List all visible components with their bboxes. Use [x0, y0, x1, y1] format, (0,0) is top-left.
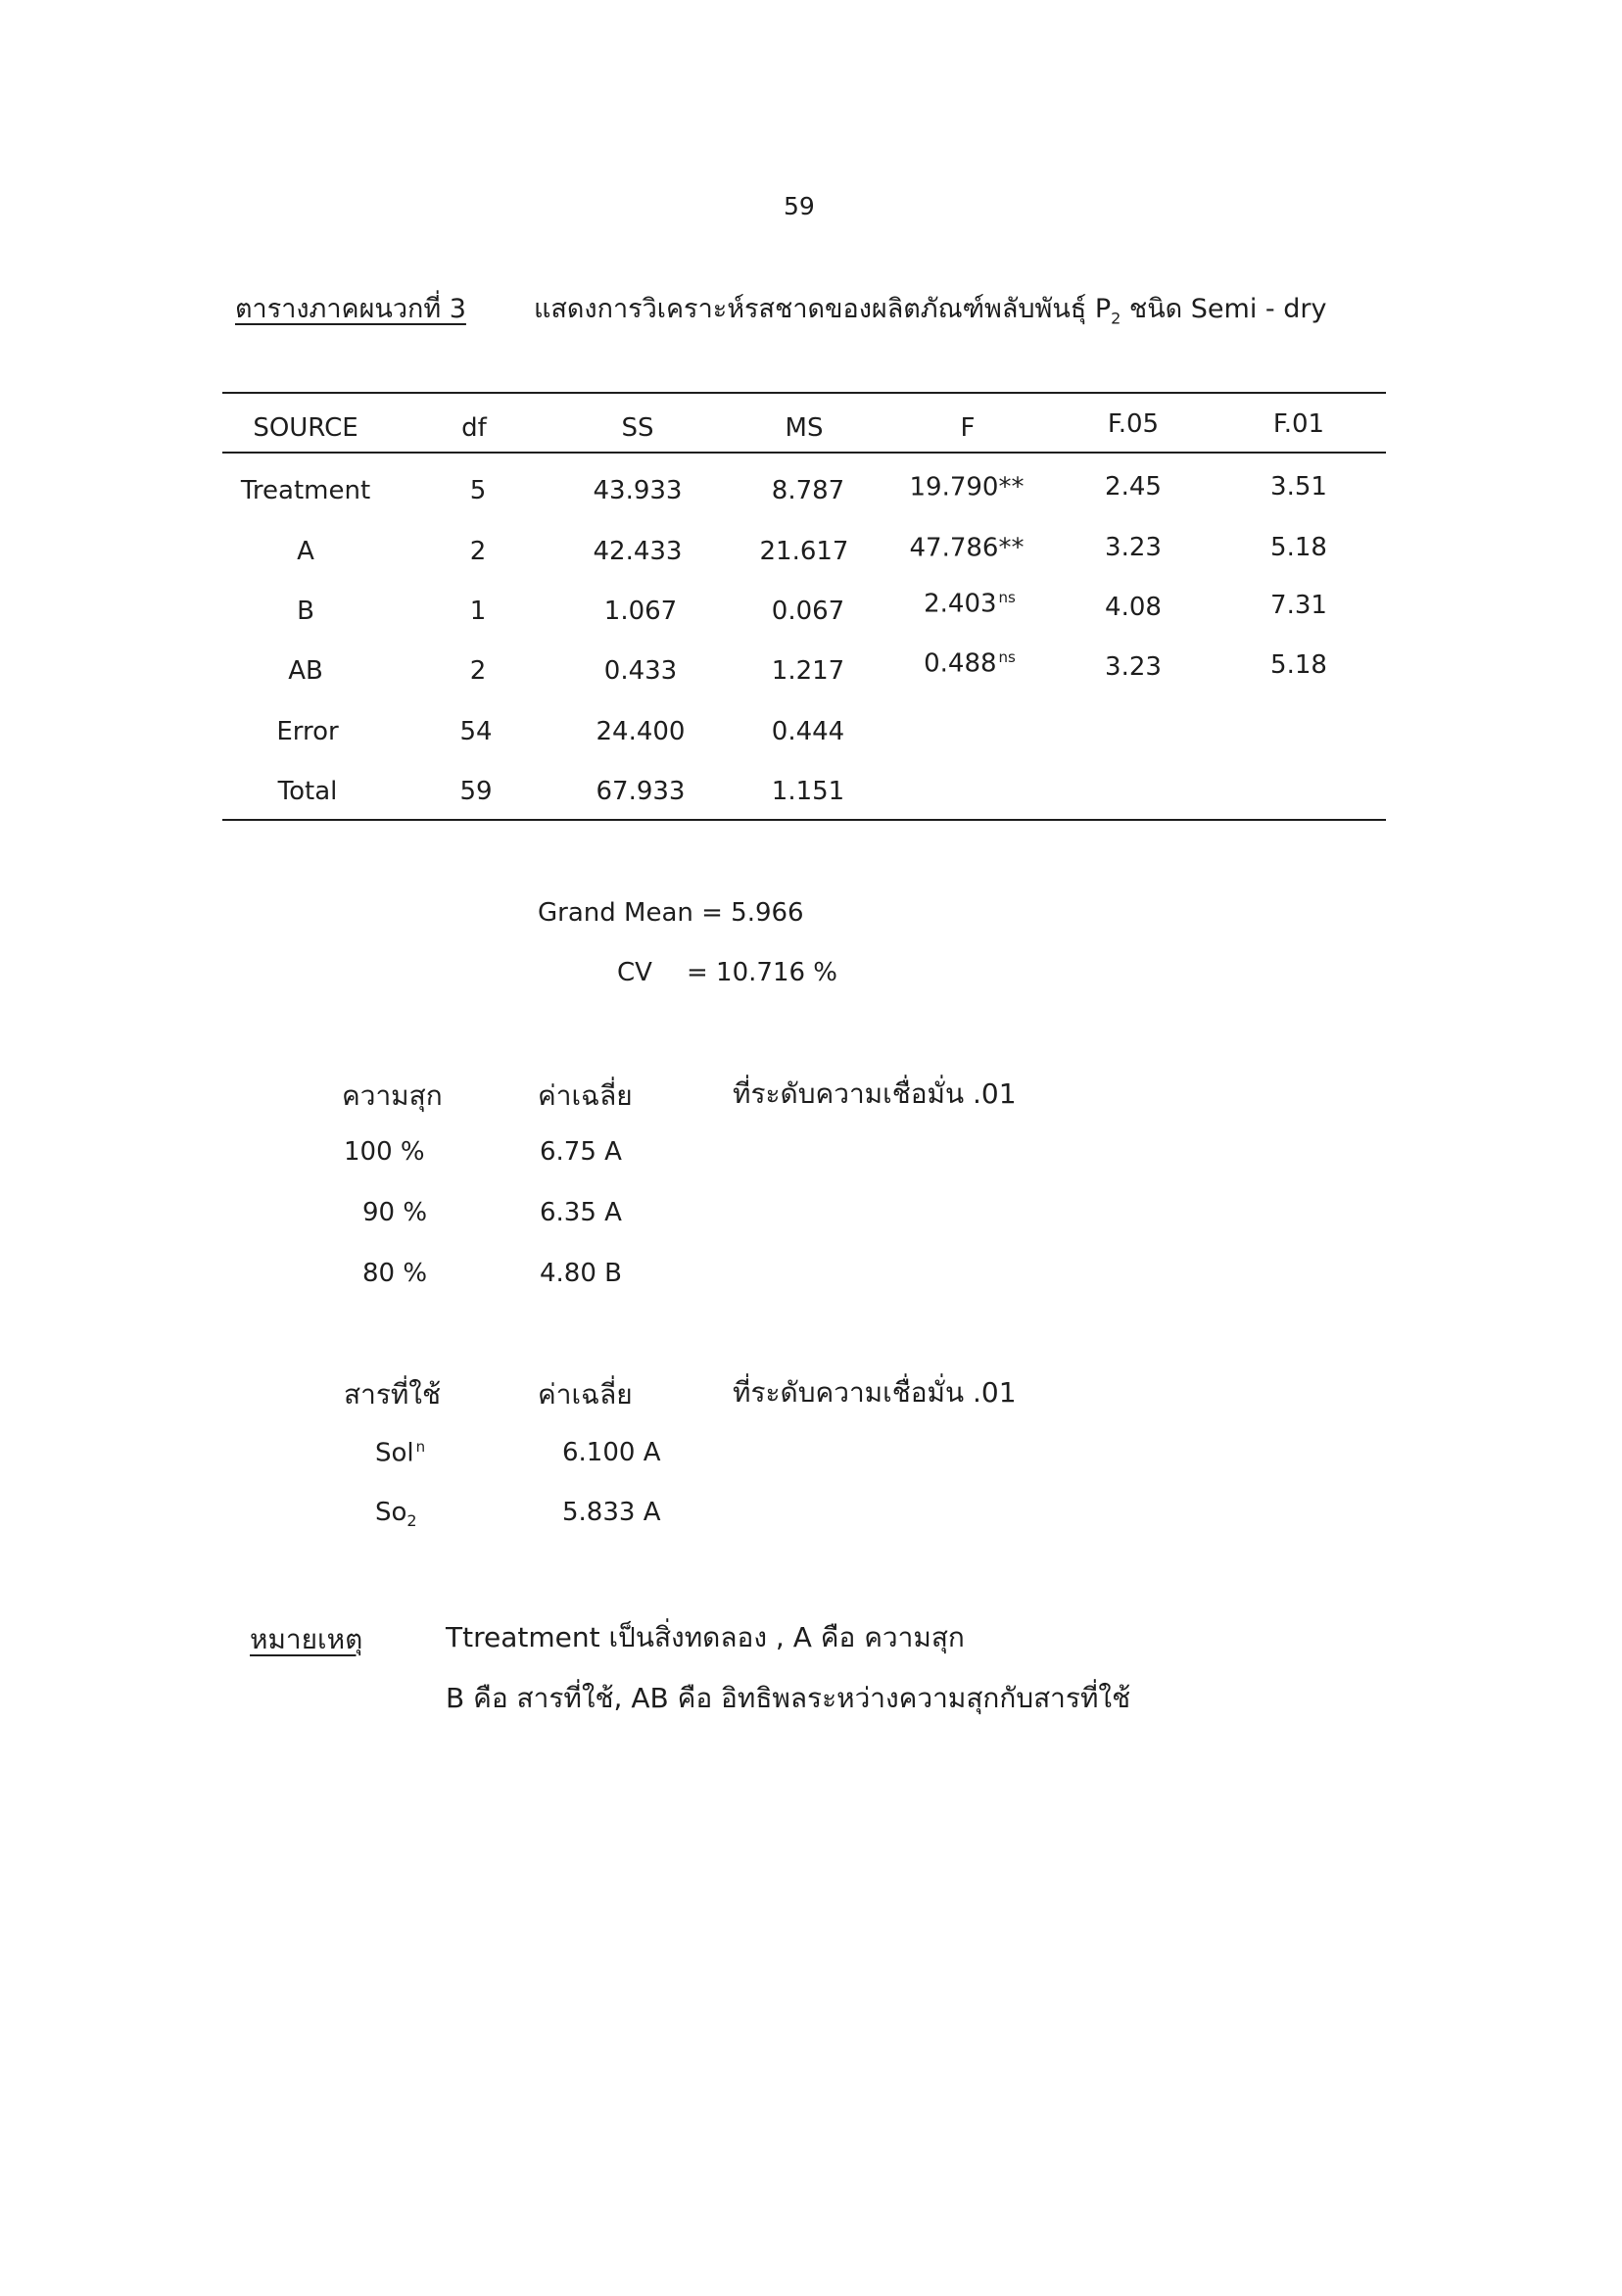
ripeness-header: ความสุก: [342, 1079, 443, 1112]
ripeness-mean: 6.35 A: [540, 1198, 622, 1227]
cell-ss: 43.933: [593, 476, 683, 505]
caption-text: แสดงการวิเคราะห์รสชาดของผลิตภัณฑ์พลับพันธุ์ $P_2$ ชนิด Semi - dry: [534, 294, 1327, 328]
cell-df: 2: [469, 537, 487, 566]
ripeness-mean: 4.80 B: [540, 1259, 622, 1288]
cell-ms: 0.067: [771, 597, 845, 626]
header-f01: F.01: [1272, 409, 1325, 439]
table-top-rule: [222, 392, 1386, 394]
cell-df: 1: [469, 597, 487, 626]
cell-ms: 8.787: [771, 476, 845, 505]
ripeness-level: 80 %: [362, 1259, 428, 1288]
cell-ms: 1.217: [771, 656, 845, 686]
cell-ss: 24.400: [596, 717, 686, 746]
substance-header: สารที่ใช้: [344, 1378, 441, 1411]
table-bottom-rule: [222, 819, 1386, 821]
cell-f: 47.786**: [909, 533, 1025, 563]
cell-source: B: [297, 597, 314, 626]
cell-source: Error: [276, 717, 339, 746]
note-label: หมายเหตุ: [250, 1623, 363, 1655]
cell-f05: 4.08: [1105, 593, 1162, 622]
caption-label: ตารางภาคผนวกที่ 3: [235, 294, 466, 324]
cell-df: 2: [469, 656, 487, 686]
substance-mean: 5.833 A: [562, 1498, 661, 1527]
cell-f: 2.403 $^{ns}$: [924, 589, 1016, 619]
cell-f: 0.488 $^{ns}$: [924, 648, 1016, 679]
header-df: df: [461, 413, 487, 443]
note-line-1: Ttreatment เป็นสิ่งทดลอง , A คือ ความสุก: [446, 1621, 965, 1653]
cell-source: AB: [288, 656, 323, 686]
cell-df: 59: [459, 777, 493, 806]
cell-f01: 7.31: [1270, 591, 1327, 620]
cell-source: A: [297, 537, 314, 566]
cell-ss: 1.067: [603, 597, 678, 626]
page-number: 59: [784, 192, 815, 220]
substance-name: Sol $^n$: [375, 1438, 426, 1468]
cv-value: = 10.716 %: [687, 958, 837, 987]
header-ss: SS: [621, 413, 654, 443]
confidence-header: ที่ระดับความเชื่อมั่น .01: [733, 1077, 1017, 1110]
ripeness-mean: 6.75 A: [540, 1137, 622, 1167]
substance-name: $So_2$: [375, 1498, 417, 1531]
cell-f05: 3.23: [1105, 652, 1162, 682]
cell-f01: 5.18: [1270, 650, 1327, 680]
cell-f: 19.790**: [909, 472, 1025, 502]
mean-header: ค่าเฉลี่ย: [538, 1378, 633, 1411]
cell-df: 5: [469, 476, 487, 505]
grand-mean: Grand Mean = 5.966: [538, 898, 804, 928]
mean-header: ค่าเฉลี่ย: [538, 1079, 633, 1112]
cell-f01: 5.18: [1270, 533, 1327, 562]
cell-f05: 2.45: [1105, 472, 1162, 502]
confidence-header: ที่ระดับความเชื่อมั่น .01: [733, 1376, 1017, 1409]
cell-f01: 3.51: [1270, 472, 1327, 502]
header-f05: F.05: [1107, 409, 1160, 439]
ripeness-level: 100 %: [344, 1137, 425, 1167]
cell-ss: 0.433: [603, 656, 678, 686]
cell-source: Treatment: [240, 476, 371, 505]
note-line-2: B คือ สารที่ใช้, AB คือ อิทธิพลระหว่างความสุกกับสารที่ใช้: [446, 1682, 1131, 1714]
header-f: F: [960, 413, 976, 443]
header-ms: MS: [785, 413, 824, 443]
cell-f05: 3.23: [1105, 533, 1162, 562]
ripeness-level: 90 %: [362, 1198, 428, 1227]
cell-ss: 42.433: [593, 537, 683, 566]
table-header-rule: [222, 452, 1386, 454]
cell-ms: 21.617: [759, 537, 849, 566]
cell-ss: 67.933: [596, 777, 686, 806]
cell-ms: 0.444: [771, 717, 845, 746]
header-source: SOURCE: [253, 413, 358, 443]
cell-ms: 1.151: [771, 777, 845, 806]
cell-df: 54: [459, 717, 493, 746]
substance-mean: 6.100 A: [562, 1438, 661, 1467]
cell-source: Total: [277, 777, 338, 806]
cv-label: CV: [617, 958, 652, 987]
